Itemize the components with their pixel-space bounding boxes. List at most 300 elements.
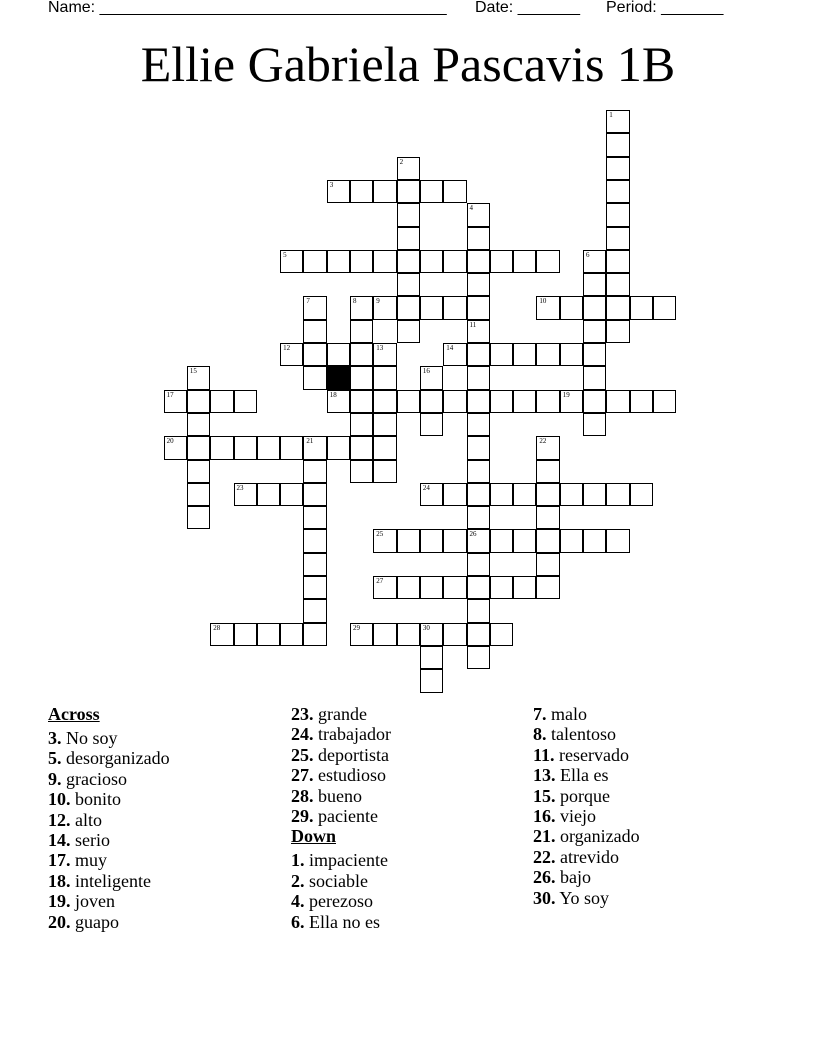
- clue-item: [48, 830, 170, 850]
- grid-cell[interactable]: [350, 250, 373, 273]
- grid-cell[interactable]: [467, 599, 490, 622]
- period-field-label: Period: _______: [606, 0, 724, 16]
- clue-item-text: muy: [70, 850, 108, 871]
- clue-item-text: alto: [70, 809, 102, 830]
- grid-cell[interactable]: [606, 203, 629, 226]
- grid-cell[interactable]: [210, 436, 233, 459]
- grid-cell[interactable]: [303, 320, 326, 343]
- grid-cell[interactable]: [467, 553, 490, 576]
- grid-cell[interactable]: [583, 273, 606, 296]
- clue-number: 26: [469, 530, 477, 539]
- clue-item: [48, 871, 170, 891]
- clue-item-text: deportista: [313, 744, 389, 765]
- grid-cell[interactable]: [560, 390, 583, 413]
- clue-number: 29: [353, 623, 360, 632]
- grid-cell[interactable]: [187, 436, 210, 459]
- grid-cell[interactable]: [420, 646, 443, 669]
- clue-item-text: Ella es: [555, 765, 609, 786]
- grid-cell[interactable]: [373, 460, 396, 483]
- grid-cell[interactable]: [280, 623, 303, 646]
- clue-number: 7: [306, 297, 310, 306]
- clue-number: 9: [376, 297, 380, 306]
- clue-item-text: guapo: [70, 911, 119, 932]
- grid-cell[interactable]: [443, 250, 466, 273]
- grid-cell[interactable]: [280, 483, 303, 506]
- grid-cell[interactable]: [397, 273, 420, 296]
- grid-cell[interactable]: [630, 296, 653, 319]
- grid-cell[interactable]: [303, 483, 326, 506]
- clue-item-number: 26.: [533, 867, 556, 888]
- grid-cell[interactable]: [187, 390, 210, 413]
- grid-cell[interactable]: [467, 250, 490, 273]
- date-field-label: Date: _______: [475, 0, 580, 16]
- grid-cell[interactable]: [583, 320, 606, 343]
- clue-number: 14: [446, 344, 454, 352]
- grid-cell[interactable]: [327, 250, 350, 273]
- page-title: Ellie Gabriela Pascavis 1B: [140, 36, 676, 92]
- clue-item-text: joven: [70, 891, 115, 912]
- clue-number: 27: [376, 577, 384, 585]
- grid-cell[interactable]: [397, 227, 420, 250]
- grid-cell[interactable]: [350, 413, 373, 436]
- clue-item-number: 24.: [291, 724, 314, 745]
- grid-cell[interactable]: [397, 390, 420, 413]
- grid-cell[interactable]: [350, 390, 373, 413]
- clue-item: [291, 724, 391, 744]
- grid-cell[interactable]: [303, 506, 326, 529]
- grid-cell[interactable]: [536, 529, 559, 552]
- grid-cell[interactable]: [490, 390, 513, 413]
- grid-cell[interactable]: [467, 366, 490, 389]
- grid-cell[interactable]: [583, 250, 606, 273]
- grid-cell[interactable]: [234, 483, 257, 506]
- clue-number: 22: [539, 437, 547, 446]
- grid-cell[interactable]: [513, 483, 536, 506]
- grid-cell[interactable]: [350, 436, 373, 459]
- grid-cell[interactable]: [397, 623, 420, 646]
- grid-cell[interactable]: [606, 483, 629, 506]
- grid-cell[interactable]: [467, 320, 490, 343]
- clue-item: [48, 891, 170, 911]
- grid-cell[interactable]: [303, 366, 326, 389]
- clue-item-text: grande: [313, 704, 367, 724]
- clue-item: [291, 912, 391, 932]
- grid-cell[interactable]: [420, 250, 443, 273]
- clue-item-number: 4.: [291, 891, 305, 912]
- clue-item-number: 30.: [533, 887, 556, 908]
- grid-cell[interactable]: [420, 576, 443, 599]
- clue-number: 18: [329, 390, 337, 399]
- grid-cell[interactable]: [443, 483, 466, 506]
- clue-item-text: paciente: [313, 805, 378, 826]
- grid-cell[interactable]: [606, 390, 629, 413]
- grid-cell[interactable]: [606, 180, 629, 203]
- grid-cell[interactable]: [536, 343, 559, 366]
- grid-cell[interactable]: [560, 343, 583, 366]
- grid-cell[interactable]: [536, 483, 559, 506]
- grid-cell[interactable]: [373, 343, 396, 366]
- clue-number: 4: [469, 204, 473, 213]
- clue-item: [533, 724, 640, 744]
- grid-cell[interactable]: [187, 366, 210, 389]
- clue-item-text: viejo: [555, 805, 596, 826]
- down-heading: Down: [291, 826, 337, 847]
- grid-cell[interactable]: [443, 343, 466, 366]
- clue-number: 24: [422, 483, 430, 492]
- grid-cell[interactable]: [303, 296, 326, 319]
- grid-cell[interactable]: [210, 390, 233, 413]
- clue-item: [291, 786, 391, 806]
- grid-cell[interactable]: [467, 460, 490, 483]
- grid-cell[interactable]: [420, 483, 443, 506]
- clue-item: [291, 765, 391, 785]
- clue-item: [291, 850, 391, 870]
- clue-number: 6: [586, 250, 590, 259]
- clue-item-text: malo: [546, 704, 587, 724]
- grid-cell[interactable]: [606, 320, 629, 343]
- grid-cell[interactable]: [373, 436, 396, 459]
- grid-cell[interactable]: [490, 250, 513, 273]
- clue-item-text: sociable: [304, 870, 368, 891]
- clue-item: [291, 891, 391, 911]
- grid-cell[interactable]: [630, 390, 653, 413]
- clue-item-number: 20.: [48, 911, 71, 932]
- grid-cell[interactable]: [467, 343, 490, 366]
- grid-cell[interactable]: [606, 133, 629, 156]
- clue-item-text: atrevido: [555, 846, 619, 867]
- grid-cell[interactable]: [373, 529, 396, 552]
- clue-item-number: 29.: [291, 805, 314, 826]
- grid-cell[interactable]: [303, 599, 326, 622]
- clue-item-number: 2.: [291, 870, 305, 891]
- grid-cell[interactable]: [397, 250, 420, 273]
- grid-cell[interactable]: [187, 413, 210, 436]
- clue-number: 8: [353, 297, 357, 306]
- grid-cell[interactable]: [327, 436, 350, 459]
- grid-cell[interactable]: [373, 366, 396, 389]
- clue-item-number: 6.: [291, 911, 305, 932]
- grid-cell[interactable]: [303, 623, 326, 646]
- grid-cell[interactable]: [187, 506, 210, 529]
- grid-cell[interactable]: [443, 390, 466, 413]
- grid-cell[interactable]: [373, 296, 396, 319]
- grid-cell[interactable]: [467, 529, 490, 552]
- grid-cell[interactable]: [350, 460, 373, 483]
- clue-item: [533, 847, 640, 867]
- clue-item-text: bajo: [555, 867, 591, 888]
- clue-number: 11: [469, 320, 477, 329]
- grid-cell[interactable]: [606, 296, 629, 319]
- grid-cell[interactable]: [257, 623, 280, 646]
- clue-item-number: 1.: [291, 850, 305, 871]
- clue-number: 30: [422, 623, 430, 632]
- grid-cell[interactable]: [187, 460, 210, 483]
- grid-cell[interactable]: [164, 436, 187, 459]
- clue-item: [48, 810, 170, 830]
- grid-cell[interactable]: [420, 180, 443, 203]
- grid-cell[interactable]: [350, 343, 373, 366]
- clue-item-text: estudioso: [313, 765, 387, 786]
- grid-cell[interactable]: [490, 623, 513, 646]
- clue-item-number: 9.: [48, 768, 62, 789]
- grid-cell[interactable]: [443, 529, 466, 552]
- grid-cell[interactable]: [513, 250, 536, 273]
- clue-item-text: trabajador: [313, 724, 391, 745]
- clue-number: 17: [166, 390, 174, 399]
- clue-item: [48, 789, 170, 809]
- clue-item-text: No soy: [61, 728, 118, 748]
- grid-cell[interactable]: [373, 250, 396, 273]
- grid-cell[interactable]: [234, 623, 257, 646]
- grid-cell[interactable]: [560, 483, 583, 506]
- grid-cell[interactable]: [350, 366, 373, 389]
- grid-cell[interactable]: [513, 529, 536, 552]
- clues-column-3: [533, 704, 640, 908]
- clue-item-number: 12.: [48, 809, 71, 830]
- grid-cell[interactable]: [606, 273, 629, 296]
- grid-cell[interactable]: [490, 483, 513, 506]
- clue-number: 28: [213, 623, 221, 632]
- clue-number: 16: [422, 367, 430, 376]
- clue-number: 25: [376, 530, 384, 539]
- grid-cell[interactable]: [187, 483, 210, 506]
- grid-cell[interactable]: [583, 483, 606, 506]
- grid-cell[interactable]: [467, 227, 490, 250]
- clues-column-2: [291, 704, 391, 932]
- clue-item: [533, 826, 640, 846]
- grid-cell[interactable]: [397, 157, 420, 180]
- grid-cell[interactable]: [234, 390, 257, 413]
- grid-cell[interactable]: [606, 529, 629, 552]
- clue-item-text: inteligente: [70, 870, 151, 891]
- clue-item: [48, 728, 170, 748]
- grid-cell[interactable]: [443, 623, 466, 646]
- grid-cell[interactable]: [303, 576, 326, 599]
- grid-cell[interactable]: [210, 623, 233, 646]
- grid-cell[interactable]: [513, 576, 536, 599]
- grid-cell[interactable]: [234, 436, 257, 459]
- clue-item-number: 19.: [48, 891, 71, 912]
- clue-item: [291, 806, 391, 826]
- clue-number: 12: [283, 344, 291, 352]
- clue-number: 2: [399, 157, 404, 166]
- grid-cell[interactable]: [583, 413, 606, 436]
- clue-item-number: 27.: [291, 765, 314, 786]
- grid-cell[interactable]: [467, 623, 490, 646]
- clue-item: [48, 850, 170, 870]
- grid-cell[interactable]: [467, 506, 490, 529]
- grid-cell[interactable]: [350, 180, 373, 203]
- grid-cell[interactable]: [420, 623, 443, 646]
- clue-item-number: 10.: [48, 789, 71, 810]
- clue-item-text: bonito: [70, 789, 122, 810]
- grid-cell[interactable]: [420, 413, 443, 436]
- clue-item-text: Yo soy: [555, 887, 610, 908]
- clue-item-number: 8.: [533, 724, 547, 745]
- grid-cell[interactable]: [467, 273, 490, 296]
- grid-cell[interactable]: [303, 553, 326, 576]
- clues-column-1: [48, 704, 170, 932]
- clue-item: [48, 912, 170, 932]
- clue-number: 10: [539, 297, 547, 306]
- grid-cell[interactable]: [560, 529, 583, 552]
- grid-cell[interactable]: [373, 390, 396, 413]
- grid-cell[interactable]: [350, 320, 373, 343]
- grid-cell[interactable]: [606, 250, 629, 273]
- grid-cell[interactable]: [536, 296, 559, 319]
- clue-item-number: 16.: [533, 805, 556, 826]
- clue-number: 23: [236, 483, 244, 492]
- clue-item-text: reservado: [554, 744, 629, 765]
- clue-item: [533, 745, 640, 765]
- grid-cell[interactable]: [467, 390, 490, 413]
- grid-cell[interactable]: [536, 390, 559, 413]
- clue-number: 13: [376, 344, 384, 352]
- grid-cell[interactable]: [327, 390, 350, 413]
- grid-cell[interactable]: [303, 460, 326, 483]
- grid-cell[interactable]: [373, 623, 396, 646]
- grid-cell[interactable]: [350, 296, 373, 319]
- black-cell: [327, 366, 350, 389]
- grid-cell[interactable]: [420, 669, 443, 692]
- clue-item-number: 5.: [48, 748, 62, 769]
- clue-number: 19: [562, 390, 570, 399]
- grid-cell[interactable]: [467, 483, 490, 506]
- clue-item-text: bueno: [313, 785, 362, 806]
- grid-cell[interactable]: [420, 366, 443, 389]
- across-heading: Across: [48, 704, 100, 724]
- grid-cell[interactable]: [513, 390, 536, 413]
- grid-cell[interactable]: [467, 436, 490, 459]
- grid-cell[interactable]: [560, 296, 583, 319]
- grid-cell[interactable]: [583, 529, 606, 552]
- grid-cell[interactable]: [373, 180, 396, 203]
- clue-number: 20: [166, 437, 174, 446]
- clue-number: 15: [189, 367, 197, 376]
- grid-cell[interactable]: [397, 180, 420, 203]
- grid-cell[interactable]: [583, 366, 606, 389]
- grid-cell[interactable]: [350, 623, 373, 646]
- clue-item-text: gracioso: [61, 768, 127, 789]
- grid-cell[interactable]: [443, 180, 466, 203]
- clue-item: [48, 769, 170, 789]
- grid-cell[interactable]: [397, 203, 420, 226]
- grid-cell[interactable]: [536, 506, 559, 529]
- clue-item-number: 21.: [533, 826, 556, 847]
- clue-item-number: 17.: [48, 850, 71, 871]
- grid-cell[interactable]: [583, 343, 606, 366]
- grid-cell[interactable]: [327, 180, 350, 203]
- grid-cell[interactable]: [420, 296, 443, 319]
- grid-cell[interactable]: [397, 296, 420, 319]
- grid-cell[interactable]: [606, 157, 629, 180]
- clue-item-number: 7.: [533, 704, 547, 724]
- grid-cell[interactable]: [536, 576, 559, 599]
- clue-item-text: porque: [555, 785, 610, 806]
- grid-cell[interactable]: [420, 390, 443, 413]
- grid-cell[interactable]: [257, 436, 280, 459]
- grid-cell[interactable]: [280, 250, 303, 273]
- grid-cell[interactable]: [653, 390, 676, 413]
- grid-cell[interactable]: [303, 436, 326, 459]
- clue-item-number: 22.: [533, 846, 556, 867]
- grid-cell[interactable]: [397, 576, 420, 599]
- clue-item-number: 3.: [48, 728, 62, 748]
- clue-item-number: 25.: [291, 744, 314, 765]
- grid-cell[interactable]: [653, 296, 676, 319]
- grid-cell[interactable]: [490, 529, 513, 552]
- clue-item-number: 11.: [533, 744, 555, 765]
- grid-cell[interactable]: [536, 250, 559, 273]
- name-field-label: Name: _______________________________________: [48, 0, 447, 16]
- clue-item-text: perezoso: [304, 891, 373, 912]
- grid-cell[interactable]: [536, 553, 559, 576]
- grid-cell[interactable]: [280, 436, 303, 459]
- clue-item-text: Ella no es: [304, 911, 380, 932]
- grid-cell[interactable]: [303, 529, 326, 552]
- grid-cell[interactable]: [467, 576, 490, 599]
- grid-cell[interactable]: [630, 483, 653, 506]
- grid-cell[interactable]: [536, 460, 559, 483]
- grid-cell[interactable]: [606, 227, 629, 250]
- grid-cell[interactable]: [373, 413, 396, 436]
- clue-item: [533, 888, 640, 908]
- grid-cell[interactable]: [164, 390, 187, 413]
- grid-cell[interactable]: [257, 483, 280, 506]
- clue-item: [291, 745, 391, 765]
- clue-item-number: 14.: [48, 829, 71, 850]
- grid-cell[interactable]: [303, 250, 326, 273]
- grid-cell[interactable]: [467, 413, 490, 436]
- grid-cell[interactable]: [467, 296, 490, 319]
- grid-cell[interactable]: [373, 576, 396, 599]
- clue-item: [48, 748, 170, 768]
- grid-cell[interactable]: [467, 203, 490, 226]
- grid-cell[interactable]: [280, 343, 303, 366]
- grid-cell[interactable]: [303, 343, 326, 366]
- clue-item: [291, 871, 391, 891]
- grid-cell[interactable]: [606, 110, 629, 133]
- grid-cell[interactable]: [327, 343, 350, 366]
- clue-number: 21: [306, 437, 314, 446]
- grid-cell[interactable]: [397, 320, 420, 343]
- clue-item-text: serio: [70, 829, 110, 850]
- clue-item-number: 28.: [291, 785, 314, 806]
- clue-item-text: desorganizado: [61, 748, 170, 769]
- clue-item-text: organizado: [555, 826, 640, 847]
- grid-cell[interactable]: [490, 343, 513, 366]
- grid-cell[interactable]: [420, 529, 443, 552]
- grid-cell[interactable]: [467, 646, 490, 669]
- grid-cell[interactable]: [513, 343, 536, 366]
- clue-item-number: 18.: [48, 870, 71, 891]
- grid-cell[interactable]: [443, 296, 466, 319]
- clue-item: [291, 704, 391, 724]
- clue-item-number: 23.: [291, 704, 314, 724]
- grid-cell[interactable]: [443, 576, 466, 599]
- clue-item: [533, 704, 640, 724]
- clue-item-text: talentoso: [546, 724, 616, 745]
- grid-cell[interactable]: [397, 529, 420, 552]
- clue-item: [533, 765, 640, 785]
- clue-item: [533, 867, 640, 887]
- grid-cell[interactable]: [583, 390, 606, 413]
- grid-cell[interactable]: [490, 576, 513, 599]
- grid-cell[interactable]: [583, 296, 606, 319]
- clue-number: 3: [329, 180, 334, 189]
- grid-cell[interactable]: [536, 436, 559, 459]
- clue-number: 5: [283, 250, 287, 259]
